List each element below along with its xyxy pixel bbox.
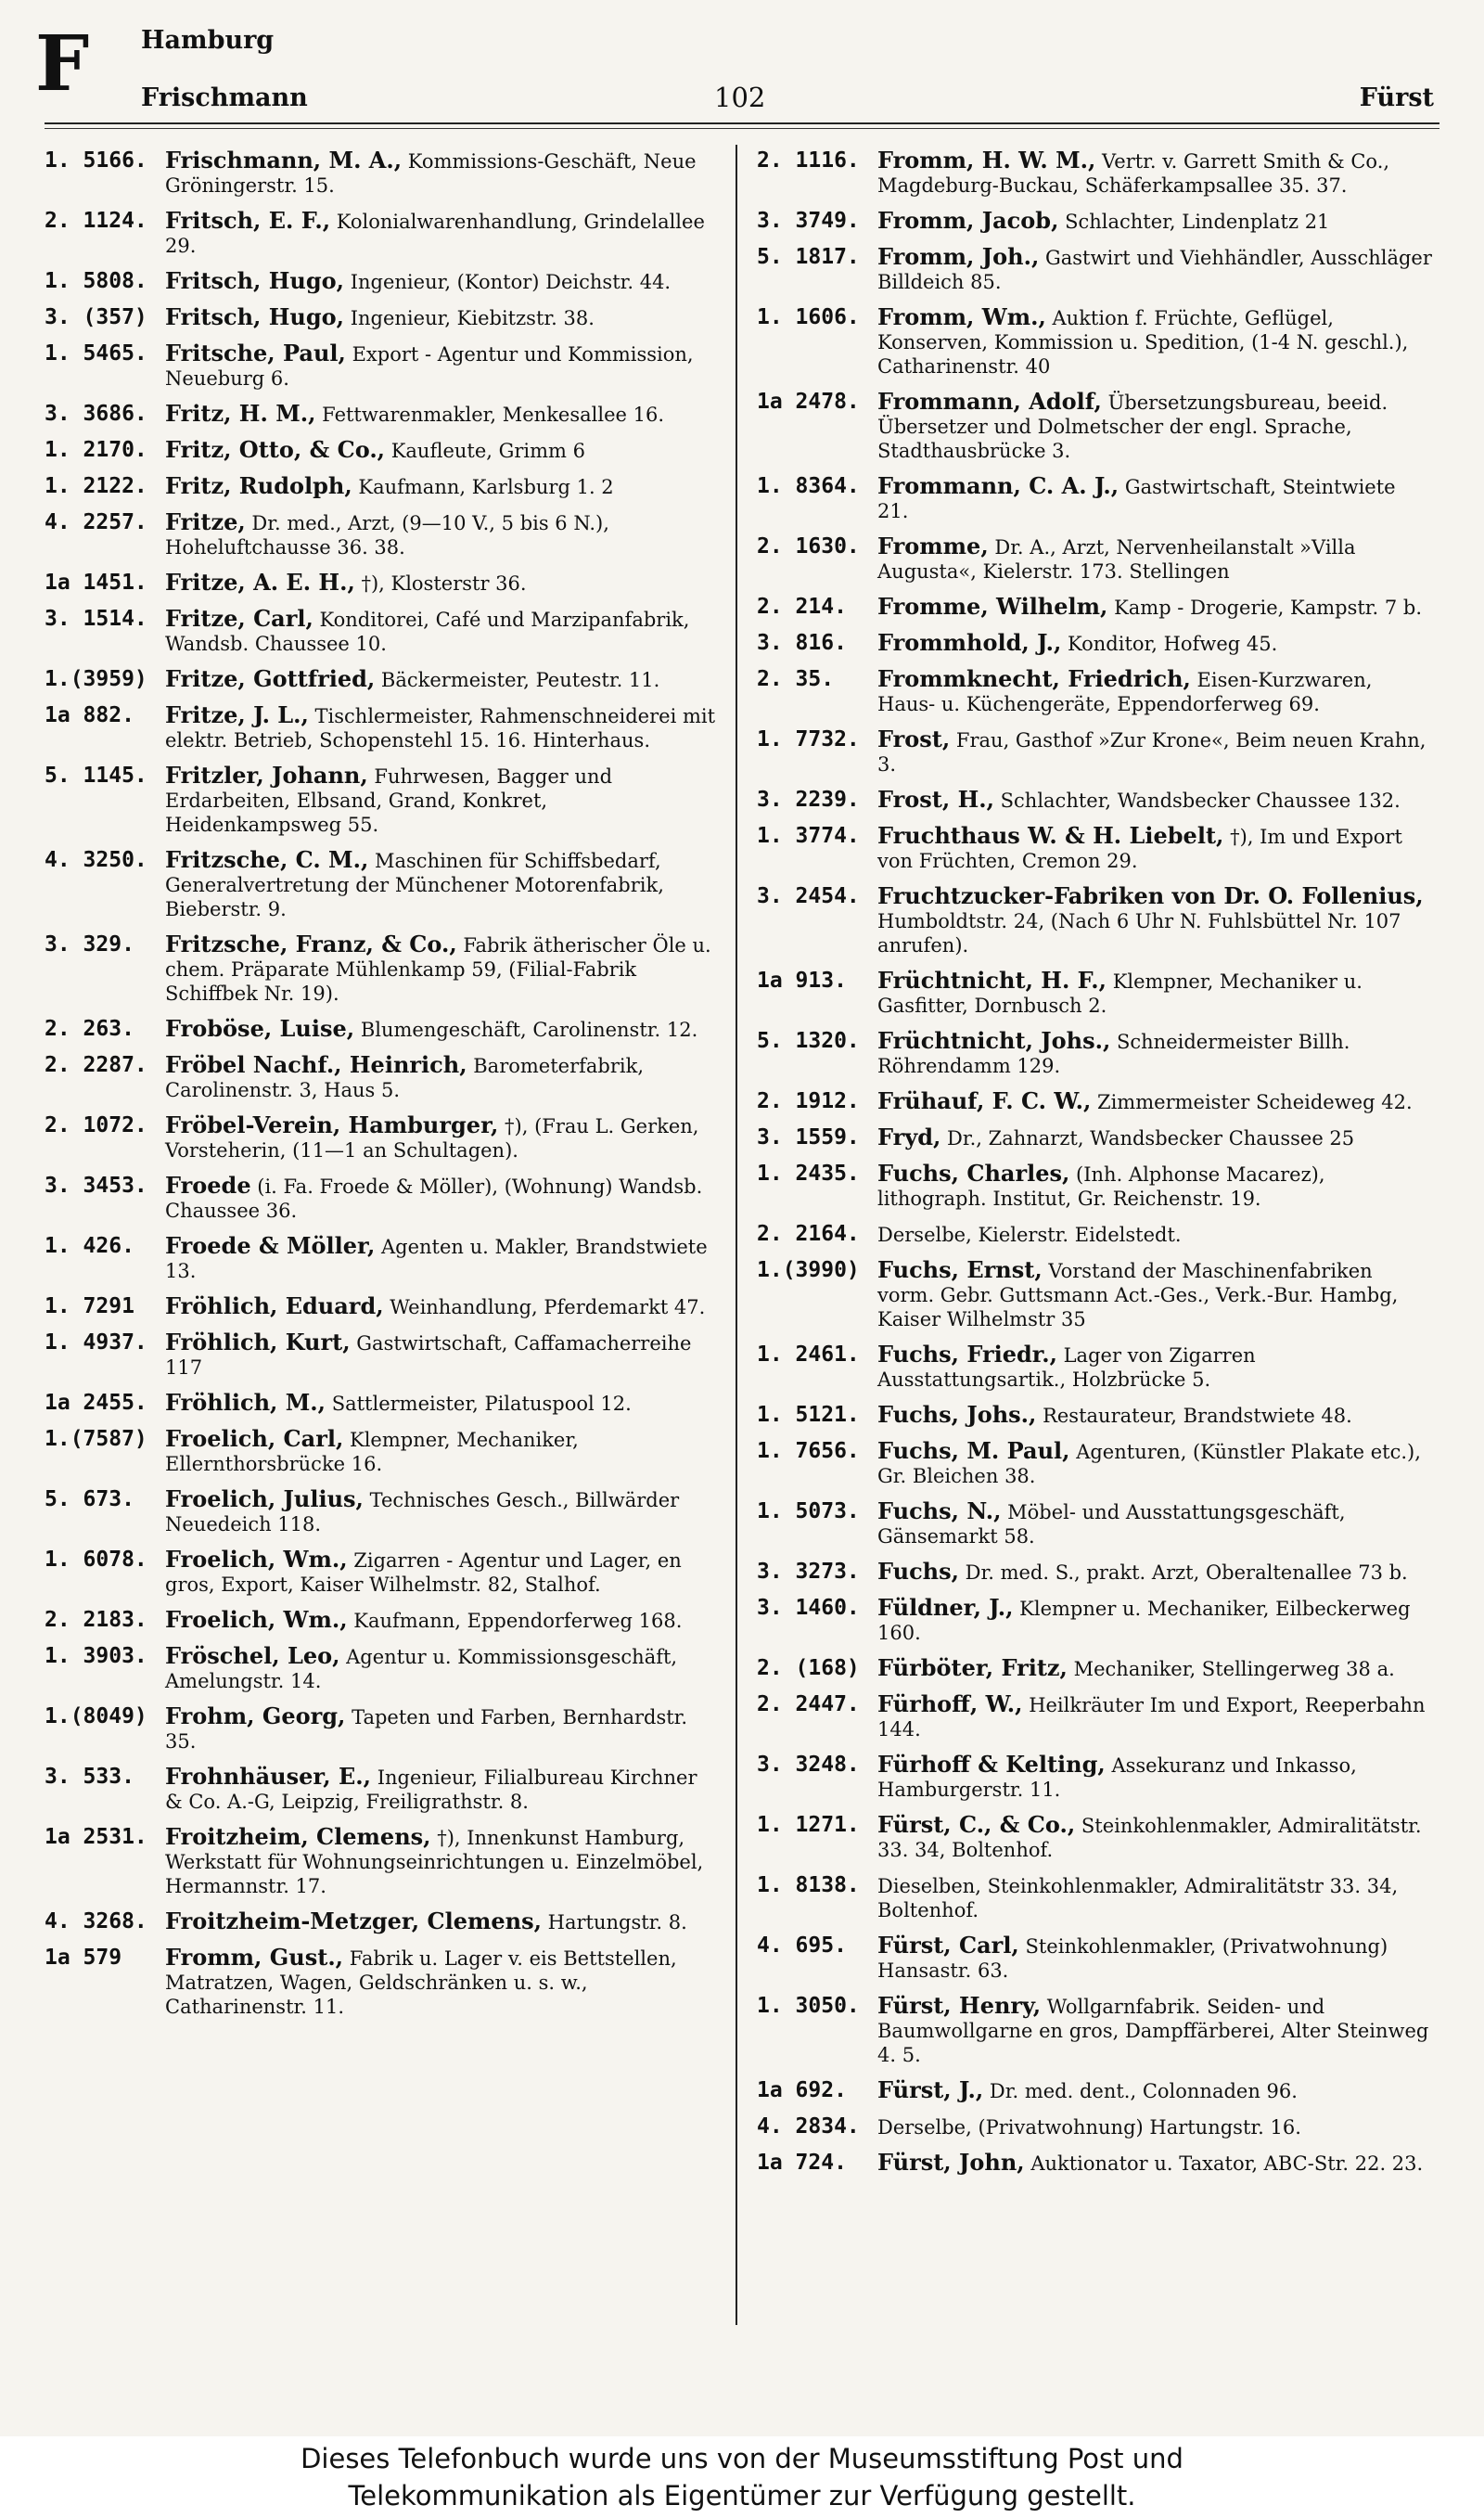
listing-name: Fromm, Jacob, — [877, 207, 1059, 234]
listing-details: Hartungstr. 8. — [541, 1911, 687, 1933]
listing-details: Möbel- und Ausstattungsgeschäft, Gänsemarkt 58. — [877, 1501, 1346, 1548]
listing-details: (Inh. Alphonse Macarez), lithograph. Institut, Gr. Reichenstr. 19. — [877, 1163, 1325, 1210]
listing-entry — [757, 1692, 1432, 1741]
listing-details: Restaurateur, Brandstwiete 48. — [1036, 1405, 1352, 1427]
listing-entry — [757, 1403, 1432, 1428]
listing-name: Fryd, — [877, 1124, 941, 1150]
listing-details: Frau, Gasthof »Zur Krone«, Beim neuen Krahn, 3. — [877, 729, 1426, 776]
listing-name: Fromme, — [877, 533, 989, 559]
phone-number: 3. 3686. — [45, 402, 147, 426]
listing-name: Fritze, — [165, 508, 246, 535]
phone-number: 1.(3959) — [45, 667, 147, 691]
listing-entry — [45, 667, 720, 692]
listing-details: Blumengeschäft, Carolinenstr. 12. — [354, 1019, 698, 1041]
listing-name: Frischmann, M. A., — [165, 147, 403, 173]
listing-details: Dr. med., Arzt, (9—10 V., 5 bis 6 N.), Hoheluftchausse 36. 38. — [165, 512, 609, 559]
listing-name: Fritsch, E. F., — [165, 207, 331, 234]
listing-details: Heilkräuter Im und Export, Reeperbahn 144. — [877, 1694, 1426, 1741]
listing-name: Fritzsche, C. M., — [165, 846, 369, 873]
listing-name: Fuchs, Charles, — [877, 1160, 1070, 1187]
listing-name: Frost, — [877, 726, 951, 752]
listing-details: Klempner u. Mechaniker, Eilbeckerweg 160. — [877, 1598, 1411, 1644]
listing-name: Fritz, Otto, & Co., — [165, 436, 386, 463]
listing-entry — [45, 148, 720, 198]
listing-entry — [757, 1343, 1432, 1392]
phone-number: 1. 426. — [45, 1234, 134, 1258]
phone-number: 3. 1559. — [757, 1125, 860, 1150]
page-number: 102 — [714, 82, 766, 113]
listing-name: Frommann, Adolf, — [877, 388, 1102, 415]
phone-number: 3. 1514. — [45, 607, 147, 631]
listing-name: Fromme, Wilhelm, — [877, 593, 1108, 620]
listing-name: Frohm, Georg, — [165, 1702, 346, 1729]
listing-entry — [757, 1596, 1432, 1645]
listing-entry — [45, 474, 720, 499]
listing-details: Steinkohlenmakler, Admiralitätstr. 33. 34, Boltenhof. — [877, 1815, 1422, 1861]
listing-entry — [45, 1234, 720, 1283]
phone-number: 1. 5121. — [757, 1403, 860, 1427]
listing-name: Frommann, C. A. J., — [877, 472, 1119, 499]
listing-entry — [45, 703, 720, 752]
listing-entry — [757, 1258, 1432, 1331]
listing-details: Kommissions-Geschäft, Neue Gröningerstr. 15. — [165, 150, 697, 197]
listing-details: Vorstand der Maschinenfabriken vorm. Gebr. Guttsmann Act.-Ges., Verk.-Bur. Hambg, Kaiser Wilhelmstr 35 — [877, 1260, 1399, 1330]
listing-name: Fuchs, Johs., — [877, 1401, 1037, 1428]
left-column — [45, 148, 720, 2030]
listing-details: Dr. A., Arzt, Nervenheilanstalt »Villa Augusta«, Kielerstr. 173. Stellingen — [877, 536, 1356, 583]
phone-number: 2. 2447. — [757, 1692, 860, 1716]
phone-number: 1. 5073. — [757, 1499, 860, 1523]
listing-name: Froböse, Luise, — [165, 1015, 355, 1042]
listing-name: Fritze, A. E. H., — [165, 569, 355, 596]
listing-entry — [757, 1439, 1432, 1488]
phone-number: 3. 3749. — [757, 209, 860, 233]
phone-number: 1. 6078. — [45, 1548, 147, 1572]
listing-entry — [45, 571, 720, 596]
listing-details: †), Innenkunst Hamburg, Werkstatt für Wohnungseinrichtungen u. Einzelmöbel, Hermannstr. 17. — [165, 1827, 704, 1897]
listing-entry — [757, 474, 1432, 523]
listing-details: Gastwirtschaft, Caffamacherreihe 117 — [165, 1332, 692, 1379]
listing-entry — [757, 1222, 1432, 1247]
phone-number: 1a 2478. — [757, 390, 860, 414]
listing-name: Froitzheim-Metzger, Clemens, — [165, 1908, 542, 1934]
listing-details: Mechaniker, Stellingerweg 38 a. — [1067, 1658, 1395, 1680]
listing-name: Fürhoff & Kelting, — [877, 1751, 1106, 1778]
listing-name: Fröhlich, Kurt, — [165, 1329, 351, 1355]
header-rule — [45, 122, 1439, 124]
listing-name: Früchtnicht, Johs., — [877, 1027, 1111, 1054]
phone-number: 3. 2454. — [757, 884, 860, 908]
listing-details: Schneidermeister Billh. Röhrendamm 129. — [877, 1031, 1350, 1077]
phone-number: 1. 2122. — [45, 474, 147, 498]
phone-number: 5. 1320. — [757, 1029, 860, 1053]
listing-entry — [45, 402, 720, 427]
listing-details: Kolonialwarenhandlung, Grindelallee 29. — [165, 211, 705, 257]
listing-name: Frohnhäuser, E., — [165, 1763, 372, 1790]
listing-entry — [45, 1017, 720, 1042]
listing-entry — [757, 1873, 1432, 1922]
listing-entry — [45, 1053, 720, 1102]
listing-name: Fritzsche, Franz, & Co., — [165, 931, 457, 957]
listing-details: Kamp - Drogerie, Kampstr. 7 b. — [1107, 597, 1423, 619]
listing-entry — [757, 390, 1432, 463]
phone-number: 1.(8049) — [45, 1704, 147, 1728]
listing-name: Fuchs, Ernst, — [877, 1256, 1043, 1283]
footer-line-2: Telekommunikation als Eigentümer zur Verfügung gestellt. — [348, 2480, 1136, 2512]
listing-entry — [757, 1994, 1432, 2067]
listing-entry — [757, 2078, 1432, 2103]
listing-details: Kaufmann, Karlsburg 1. 2 — [352, 476, 614, 498]
listing-entry — [45, 305, 720, 330]
listing-name: Fritzler, Johann, — [165, 762, 368, 789]
listing-entry — [757, 667, 1432, 716]
listing-details: Maschinen für Schiffsbedarf, Generalvertretung der Münchener Motorenfabrik, Bieberstr. 9. — [165, 850, 664, 920]
footer-line-1: Dieses Telefonbuch wurde uns von der Museumsstiftung Post und — [301, 2443, 1183, 2474]
listing-name: Froelich, Carl, — [165, 1425, 344, 1452]
listing-entry — [757, 884, 1432, 957]
listing-entry — [757, 534, 1432, 584]
phone-number: 1. 8138. — [757, 1873, 860, 1897]
footer-notice — [0, 2436, 1484, 2518]
listing-name: Füldner, J., — [877, 1594, 1014, 1621]
listing-name: Fuchs, Friedr., — [877, 1341, 1057, 1368]
listing-name: Fröhlich, Eduard, — [165, 1292, 384, 1319]
listing-details: Derselbe, (Privatwohnung) Hartungstr. 16. — [877, 2116, 1301, 2139]
listing-entry — [45, 1330, 720, 1380]
listing-entry — [45, 1548, 720, 1597]
phone-number: 1. 7732. — [757, 727, 860, 752]
listing-details: Schlachter, Wandsbecker Chaussee 132. — [993, 790, 1401, 812]
listing-name: Fruchthaus W. & H. Liebelt, — [877, 822, 1224, 849]
listing-entry — [757, 1499, 1432, 1548]
listing-entry — [757, 2114, 1432, 2139]
listing-name: Froelich, Julius, — [165, 1485, 364, 1512]
listing-details: Schlachter, Lindenplatz 21 — [1058, 211, 1330, 233]
listing-details: Agentur u. Kommissionsgeschäft, Amelungstr. 14. — [165, 1646, 678, 1692]
listing-entry — [45, 932, 720, 1006]
listing-details: Steinkohlenmakler, (Privatwohnung) Hansastr. 63. — [877, 1935, 1388, 1982]
phone-number: 2. 214. — [757, 595, 847, 619]
listing-entry — [757, 595, 1432, 620]
phone-number: 2. 263. — [45, 1017, 134, 1041]
listing-entry — [757, 1813, 1432, 1862]
listing-name: Früchtnicht, H. F., — [877, 967, 1107, 994]
header-last-entry: Fürst — [1359, 84, 1434, 112]
listing-name: Fröhlich, M., — [165, 1389, 326, 1416]
listing-entry — [45, 269, 720, 294]
phone-number: 2. 1630. — [757, 534, 860, 559]
listing-details: Zimmermeister Scheideweg 42. — [1091, 1091, 1413, 1113]
listing-entry — [45, 607, 720, 656]
phone-number: 2. 1072. — [45, 1113, 147, 1137]
phone-number: 3. 2239. — [757, 788, 860, 812]
phone-number: 2. 35. — [757, 667, 835, 691]
listing-details: Derselbe, Kielerstr. Eidelstedt. — [877, 1224, 1182, 1246]
listing-entry — [757, 1029, 1432, 1078]
phone-number: 1. 2461. — [757, 1343, 860, 1367]
listing-entry — [45, 1391, 720, 1416]
listing-entry — [45, 1427, 720, 1476]
phone-number: 2. 2287. — [45, 1053, 147, 1077]
phone-number: 1. 4937. — [45, 1330, 147, 1355]
listing-details: Fettwarenmakler, Menkesallee 16. — [315, 404, 665, 426]
listing-entry — [45, 1946, 720, 2019]
listing-entry — [757, 1125, 1432, 1150]
listing-entry — [757, 1089, 1432, 1114]
listing-details: Klempner, Mechaniker u. Gasfitter, Dornbusch 2. — [877, 970, 1362, 1017]
phone-number: 1. 2435. — [757, 1162, 860, 1186]
listing-name: Fürst, John, — [877, 2149, 1025, 2176]
header-rule-thin — [45, 128, 1439, 129]
listing-name: Fuchs, N., — [877, 1497, 1002, 1524]
listing-details: Fabrik u. Lager v. eis Bettstellen, Matratzen, Wagen, Geldschränken u. s. w., Catharinenstr. 11. — [165, 1947, 677, 2018]
listing-entry — [45, 1644, 720, 1693]
listing-details: Weinhandlung, Pferdemarkt 47. — [383, 1296, 706, 1318]
listing-details: Tischlermeister, Rahmenschneiderei mit elektr. Betrieb, Schopenstehl 15. 16. Hinterhaus. — [165, 705, 716, 752]
phone-number: 2. (168) — [757, 1656, 860, 1680]
phone-number: 1.(3990) — [757, 1258, 860, 1282]
listing-name: Fürst, Carl, — [877, 1932, 1019, 1959]
listing-name: Froede & Möller, — [165, 1232, 376, 1259]
listing-name: Fromm, Wm., — [877, 303, 1046, 330]
listing-details: Kaufleute, Grimm 6 — [385, 440, 586, 462]
listing-details: Fuhrwesen, Bagger und Erdarbeiten, Elbsand, Grand, Konkret, Heidenkampsweg 55. — [165, 765, 613, 836]
listing-details: Tapeten und Farben, Bernhardstr. 35. — [165, 1706, 688, 1753]
listing-entry — [45, 1825, 720, 1898]
phone-number: 5. 1145. — [45, 764, 147, 788]
phone-number: 1. 5465. — [45, 341, 147, 366]
header-first-entry: Frischmann — [141, 84, 308, 112]
listing-name: Fuchs, M. Paul, — [877, 1437, 1070, 1464]
listing-entry — [757, 209, 1432, 234]
listing-name: Fritz, H. M., — [165, 400, 316, 427]
listing-entry — [757, 148, 1432, 198]
listing-name: Frühauf, F. C. W., — [877, 1087, 1092, 1114]
phone-number: 3. 816. — [757, 631, 847, 655]
listing-entry — [45, 438, 720, 463]
listing-entry — [45, 1704, 720, 1754]
phone-number: 3. 3453. — [45, 1174, 147, 1198]
listing-name: Froelich, Wm., — [165, 1606, 348, 1633]
phone-number: 1. 8364. — [757, 474, 860, 498]
phone-number: 1a 579 — [45, 1946, 122, 1970]
phone-number: 1a 2455. — [45, 1391, 147, 1415]
listing-entry — [45, 1113, 720, 1163]
phone-number: 3. 329. — [45, 932, 134, 957]
listing-entry — [757, 245, 1432, 294]
listing-entry — [757, 305, 1432, 379]
listing-name: Froelich, Wm., — [165, 1546, 348, 1573]
listing-name: Fürst, C., & Co., — [877, 1811, 1076, 1838]
listing-entry — [757, 631, 1432, 656]
listing-entry — [757, 1753, 1432, 1802]
section-letter: F — [35, 19, 90, 109]
listing-details: Dr. med. S., prakt. Arzt, Oberaltenallee 73 b. — [959, 1561, 1408, 1584]
listing-name: Froitzheim, Clemens, — [165, 1823, 431, 1850]
listing-entry — [45, 209, 720, 258]
listing-entry — [45, 1765, 720, 1814]
phone-number: 1a 1451. — [45, 571, 147, 595]
phone-number: 1a 913. — [757, 969, 847, 993]
listing-details: Ingenieur, Filialbureau Kirchner & Co. A.-G, Leipzig, Freiligrathstr. 8. — [165, 1766, 697, 1813]
listing-name: Fruchtzucker-Fabriken von Dr. O. Follenius, — [877, 882, 1424, 909]
listing-name: Fritze, J. L., — [165, 701, 309, 728]
listing-entry — [757, 1162, 1432, 1211]
phone-number: 3. 533. — [45, 1765, 134, 1789]
phone-number: 3. 3273. — [757, 1560, 860, 1584]
listing-details: Barometerfabrik, Carolinenstr. 3, Haus 5. — [165, 1055, 645, 1101]
header-city: Hamburg — [141, 26, 275, 55]
listing-entry — [757, 2151, 1432, 2176]
listing-name: Fröbel-Verein, Hamburger, — [165, 1111, 499, 1138]
phone-number: 1. 3050. — [757, 1994, 860, 2018]
phone-number: 1. 1606. — [757, 305, 860, 329]
listing-name: Frommhold, J., — [877, 629, 1062, 656]
listing-details: Dr. med. dent., Colonnaden 96. — [983, 2080, 1298, 2102]
phone-number: 2. 1124. — [45, 209, 147, 233]
listing-name: Fritz, Rudolph, — [165, 472, 352, 499]
listing-details: Wollgarnfabrik. Seiden- und Baumwollgarne en gros, Dampffärberei, Alter Steinweg 4. 5. — [877, 1996, 1429, 2066]
listing-details: Bäckermeister, Peutestr. 11. — [375, 669, 660, 691]
listing-entry — [45, 510, 720, 559]
listing-name: Froede — [165, 1172, 251, 1199]
phone-number: 2. 1116. — [757, 148, 860, 173]
listing-details: Ingenieur, Kiebitzstr. 38. — [344, 307, 595, 329]
listing-entry — [45, 341, 720, 391]
listing-entry — [45, 1909, 720, 1934]
phone-number: 1. 7291 — [45, 1294, 134, 1318]
listing-details: †), (Frau L. Gerken, Vorsteherin, (11—1 an Schultagen). — [165, 1115, 699, 1162]
phone-number: 1. 7656. — [757, 1439, 860, 1463]
phone-number: 1a 692. — [757, 2078, 847, 2102]
phone-number: 1. 1271. — [757, 1813, 860, 1837]
phone-number: 1. 2170. — [45, 438, 147, 462]
phone-number: 4. 3268. — [45, 1909, 147, 1933]
listing-name: Fromm, Gust., — [165, 1944, 344, 1971]
listing-name: Fritsch, Hugo, — [165, 267, 345, 294]
listing-details: Konditorei, Café und Marzipanfabrik, Wandsb. Chaussee 10. — [165, 609, 690, 655]
phone-number: 1a 2531. — [45, 1825, 147, 1849]
phone-number: 5. 673. — [45, 1487, 134, 1511]
column-divider — [736, 145, 737, 2325]
listing-name: Fürst, J., — [877, 2076, 984, 2103]
phone-number: 1. 5808. — [45, 269, 147, 293]
listing-name: Fritze, Gottfried, — [165, 665, 376, 692]
listing-entry — [45, 1608, 720, 1633]
right-column — [757, 148, 1432, 2187]
listing-details: †), Klosterstr 36. — [354, 572, 527, 595]
listing-entry — [757, 1560, 1432, 1585]
listing-entry — [757, 969, 1432, 1018]
phone-number: 3. (357) — [45, 305, 147, 329]
listing-name: Frost, H., — [877, 786, 994, 813]
listing-details: Auktion f. Früchte, Geflügel, Konserven, Kommission u. Spedition, (1-4 N. geschl.), Catharinenstr. 40 — [877, 307, 1409, 378]
phone-number: 5. 1817. — [757, 245, 860, 269]
listing-entry — [757, 1656, 1432, 1681]
phone-number: 4. 2257. — [45, 510, 147, 534]
listing-details: Auktionator u. Taxator, ABC-Str. 22. 23. — [1024, 2152, 1424, 2175]
listing-name: Fritsch, Hugo, — [165, 303, 345, 330]
listing-name: Frommknecht, Friedrich, — [877, 665, 1191, 692]
listing-details: Lager von Zigarren Ausstattungsartik., Holzbrücke 5. — [877, 1344, 1256, 1391]
listing-details: Klempner, Mechaniker, Ellernthorsbrücke 16. — [165, 1429, 579, 1475]
listing-details: Ingenieur, (Kontor) Deichstr. 44. — [344, 271, 672, 293]
listing-entry — [757, 1933, 1432, 1983]
listing-entry — [45, 764, 720, 837]
listing-details: Dieselben, Steinkohlenmakler, Admiralitätstr 33. 34, Boltenhof. — [877, 1875, 1399, 1921]
listing-entry — [45, 1487, 720, 1536]
listing-name: Fürböter, Fritz, — [877, 1654, 1068, 1681]
listing-entry — [757, 727, 1432, 777]
phone-number: 4. 2834. — [757, 2114, 860, 2139]
phone-number: 1. 5166. — [45, 148, 147, 173]
listing-details: Eisen-Kurzwaren, Haus- u. Küchengeräte, Eppendorferweg 69. — [877, 669, 1373, 715]
listing-entry — [757, 788, 1432, 813]
listing-details: Konditor, Hofweg 45. — [1061, 633, 1278, 655]
listing-details: Gastwirtschaft, Steintwiete 21. — [877, 476, 1396, 522]
listing-details: Fabrik ätherischer Öle u. chem. Präparate Mühlenkamp 59, (Filial-Fabrik Schiffbek Nr. 19). — [165, 934, 711, 1005]
listing-name: Fröbel Nachf., Heinrich, — [165, 1051, 467, 1078]
listing-name: Fuchs, — [877, 1558, 959, 1585]
phone-number: 1. 3903. — [45, 1644, 147, 1668]
listing-details: Assekuranz und Inkasso, Hamburgerstr. 11. — [877, 1754, 1357, 1801]
listing-details: Übersetzungsbureau, beeid. Übersetzer und Dolmetscher der engl. Sprache, Stadthausbrücke 3. — [877, 392, 1388, 462]
phone-number: 2. 2164. — [757, 1222, 860, 1246]
phone-number: 1.(7587) — [45, 1427, 147, 1451]
phone-number: 4. 695. — [757, 1933, 847, 1958]
phone-number: 1a 882. — [45, 703, 134, 727]
listing-name: Fromm, H. W. M., — [877, 147, 1096, 173]
listing-name: Fröschel, Leo, — [165, 1642, 340, 1669]
listing-details: Gastwirt und Viehhändler, Ausschläger Billdeich 85. — [877, 247, 1432, 293]
phone-number: 1. 3774. — [757, 824, 860, 848]
phone-number: 1a 724. — [757, 2151, 847, 2175]
listing-details: Vertr. v. Garrett Smith & Co., Magdeburg-Buckau, Schäferkampsallee 35. 37. — [877, 150, 1390, 197]
listing-name: Fürst, Henry, — [877, 1992, 1042, 2019]
listing-details: Agenten u. Makler, Brandstwiete 13. — [165, 1236, 708, 1282]
listing-details: (i. Fa. Froede & Möller), (Wohnung) Wandsb. Chaussee 36. — [165, 1175, 703, 1222]
phone-number: 3. 3248. — [757, 1753, 860, 1777]
listing-entry — [45, 1294, 720, 1319]
listing-details: Agenturen, (Künstler Plakate etc.), Gr. Bleichen 38. — [877, 1441, 1421, 1487]
listing-details: Humboldtstr. 24, (Nach 6 Uhr N. Fuhlsbüttel Nr. 107 anrufen). — [877, 910, 1401, 957]
phone-number: 2. 2183. — [45, 1608, 147, 1632]
listing-name: Fritsche, Paul, — [165, 340, 346, 366]
listing-details: Export - Agentur und Kommission, Neueburg 6. — [165, 343, 694, 390]
listing-details: Zigarren - Agentur und Lager, en gros, Export, Kaiser Wilhelmstr. 82, Stalhof. — [165, 1549, 682, 1596]
listing-name: Fürhoff, W., — [877, 1690, 1023, 1717]
listing-details: Dr., Zahnarzt, Wandsbecker Chaussee 25 — [940, 1127, 1355, 1150]
phone-number: 4. 3250. — [45, 848, 147, 872]
listing-details: Kaufmann, Eppendorferweg 168. — [347, 1610, 683, 1632]
listing-name: Fritze, Carl, — [165, 605, 313, 632]
listing-entry — [757, 824, 1432, 873]
phone-number: 3. 1460. — [757, 1596, 860, 1620]
listing-entry — [45, 1174, 720, 1223]
listing-name: Fromm, Joh., — [877, 243, 1040, 270]
listing-details: Technisches Gesch., Billwärder Neuedeich 118. — [165, 1489, 680, 1535]
phone-number: 2. 1912. — [757, 1089, 860, 1113]
listing-details: Sattlermeister, Pilatuspool 12. — [326, 1393, 632, 1415]
listing-entry — [45, 848, 720, 921]
listing-details: †), Im und Export von Früchten, Cremon 29. — [877, 826, 1402, 872]
